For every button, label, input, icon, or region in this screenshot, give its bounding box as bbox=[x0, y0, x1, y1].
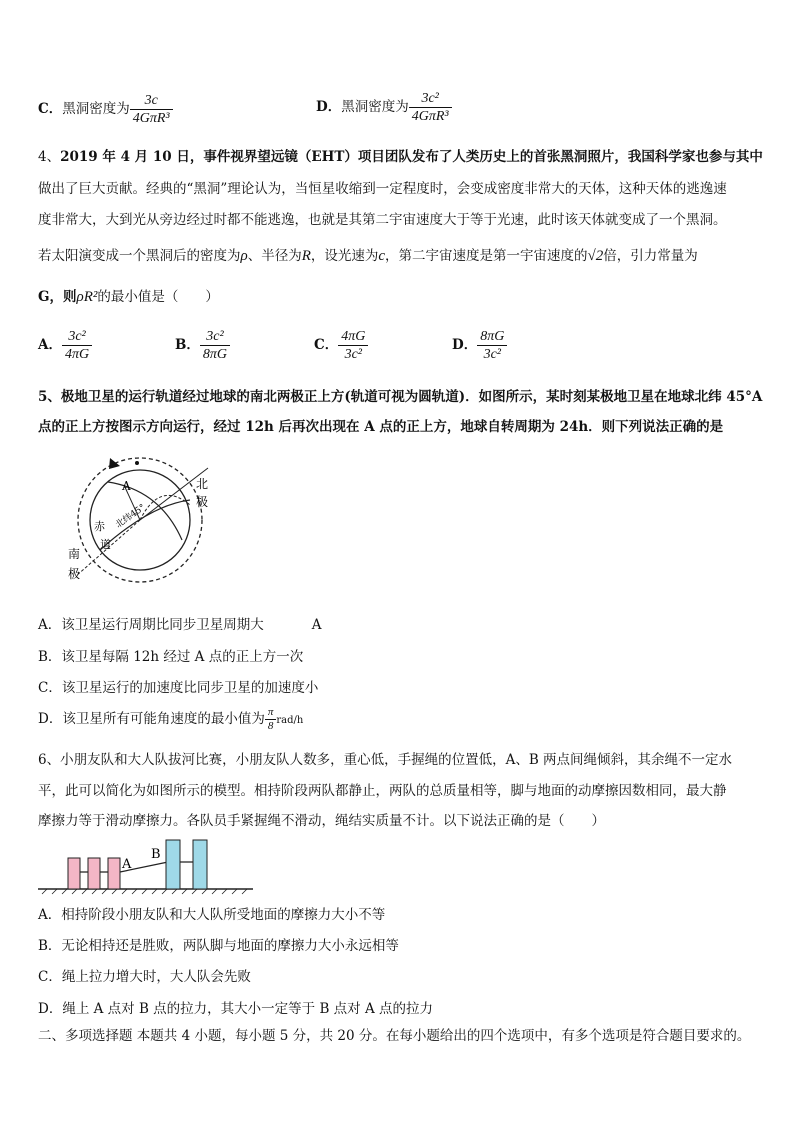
latitude-label: 北纬45° bbox=[113, 502, 148, 531]
option-label: B． bbox=[38, 649, 62, 665]
q4-option-a bbox=[38, 328, 92, 363]
numerator: 3c bbox=[130, 92, 173, 110]
q4-option-d bbox=[452, 328, 507, 363]
q4-option-c bbox=[314, 328, 368, 363]
sqrt-two: √2 bbox=[587, 248, 604, 264]
q4-line1 bbox=[38, 145, 763, 165]
option-label: D． bbox=[316, 99, 342, 115]
fraction bbox=[265, 706, 277, 733]
option-text: 该卫星运行的加速度比同步卫星的加速度小 bbox=[61, 680, 319, 696]
q5-line2: 点的正上方按图示方向运行，经过 12h 后再次出现在 A 点的正上方，地球自转周期为 24h．则下列说法正确的是 bbox=[38, 419, 724, 435]
symbol-r: R bbox=[301, 248, 311, 264]
q6-option-d bbox=[38, 997, 433, 1017]
child-member bbox=[88, 858, 100, 889]
q3-option-c bbox=[38, 92, 173, 127]
question-text: 2019 年 4 月 10 日，事件视界望远镜（EHT）项目团队发布了人类历史上的首张黑洞照片，我国科学家也参与其中 bbox=[60, 149, 763, 165]
satellite-dot bbox=[135, 461, 139, 465]
north-label-1: 北 bbox=[196, 477, 209, 491]
text: 若太阳演变成一个黑洞后的密度为 bbox=[38, 248, 241, 264]
fraction bbox=[477, 328, 507, 363]
unit: rad/h bbox=[276, 715, 304, 726]
stray-mark: A bbox=[311, 617, 322, 633]
question-number: 4、 bbox=[38, 149, 61, 165]
option-text: 黑洞密度为 bbox=[62, 101, 130, 117]
option-text: 相持阶段小朋友队和大人队所受地面的摩擦力大小不等 bbox=[61, 907, 386, 923]
symbol-rho: ρ bbox=[240, 248, 248, 264]
option-label: D． bbox=[38, 711, 63, 727]
south-label-2: 极 bbox=[68, 567, 81, 581]
option-text: 黑洞密度为 bbox=[341, 99, 409, 115]
fraction bbox=[130, 92, 173, 127]
option-label: D． bbox=[38, 1001, 63, 1017]
polar-satellite-figure bbox=[60, 450, 220, 590]
q5-option-d bbox=[38, 706, 303, 733]
numerator: 4πG bbox=[338, 328, 368, 346]
numerator: 3c² bbox=[62, 328, 92, 346]
numerator: π bbox=[265, 706, 277, 720]
child-member bbox=[108, 858, 120, 889]
numerator: 3c² bbox=[409, 90, 452, 108]
point-a-label: A bbox=[122, 479, 131, 493]
fraction bbox=[338, 328, 368, 363]
option-text: 该卫星每隔 12h 经过 A 点的正上方一次 bbox=[61, 649, 304, 665]
fraction bbox=[409, 90, 452, 125]
q4-option-b bbox=[175, 328, 230, 363]
symbol-rho-r2: ρR² bbox=[76, 289, 98, 305]
text: 的最小值是（ ） bbox=[97, 289, 219, 305]
q6-option-b bbox=[38, 934, 399, 954]
child-member bbox=[68, 858, 80, 889]
option-label: C． bbox=[38, 101, 63, 117]
text: 倍，引力常量为 bbox=[603, 248, 698, 264]
text: ，设光速为 bbox=[310, 248, 379, 264]
q5-option-b bbox=[38, 645, 303, 665]
q5-option-c bbox=[38, 676, 318, 696]
denominator: 4πG bbox=[64, 347, 90, 362]
q6-line1: 6、小朋友队和大人队拔河比赛，小朋友队人数多，重心低，手握绳的位置低，A、B 两点间绳倾斜，其余绳不一定水 bbox=[38, 752, 733, 768]
point-b-label: B bbox=[151, 847, 161, 862]
q4-line2: 做出了巨大贡献。经典的“黑洞”理论认为，当恒星收缩到一定程度时，会变成密度非常大的天体，这种天体的逃逸速 bbox=[38, 181, 727, 197]
denominator: 4GπR³ bbox=[411, 109, 449, 124]
denominator: 4GπR³ bbox=[132, 111, 170, 126]
option-label: C． bbox=[314, 337, 339, 353]
text: G，则 bbox=[38, 289, 77, 305]
fraction bbox=[200, 328, 230, 363]
equator-label-2: 道 bbox=[100, 538, 111, 551]
equator-label-1: 赤 bbox=[94, 520, 105, 533]
option-label: A． bbox=[38, 907, 62, 923]
q5-line1: 5、极地卫星的运行轨道经过地球的南北两极正上方(轨道可视为圆轨道)．如图所示，某时刻某极地卫星在地球北纬 45°A bbox=[38, 389, 763, 405]
numerator: 3c² bbox=[200, 328, 230, 346]
option-text: 该卫星运行周期比同步卫星周期大 bbox=[61, 617, 264, 633]
q6-line3: 摩擦力等于滑动摩擦力。各队员手紧握绳不滑动，绳结实质量不计。以下说法正确的是（ ） bbox=[38, 813, 605, 829]
option-label: B． bbox=[175, 337, 200, 353]
q4-line4 bbox=[38, 244, 698, 265]
option-text: 绳上 A 点对 B 点的拉力，其大小一定等于 B 点对 A 点的拉力 bbox=[62, 1001, 433, 1017]
q6-line2: 平，此可以简化为如图所示的模型。相持阶段两队都静止，两队的总质量相等，脚与地面的动摩擦因数相同，最大静 bbox=[38, 783, 727, 799]
north-label-2: 极 bbox=[196, 495, 209, 509]
option-label: B． bbox=[38, 938, 62, 954]
axis-line-north bbox=[140, 468, 208, 520]
option-label: A． bbox=[38, 617, 62, 633]
option-text: 无论相持还是胜败，两队脚与地面的摩擦力大小永远相等 bbox=[61, 938, 399, 954]
q4-line3: 度非常大，大到光从旁边经过时都不能逃逸，也就是其第二宇宙速度大于等于光速，此时该天体就变成了一个黑洞。 bbox=[38, 212, 727, 228]
option-label: D． bbox=[452, 337, 478, 353]
denominator: 3c² bbox=[483, 347, 501, 362]
denominator: 8 bbox=[267, 720, 274, 732]
q6-option-c bbox=[38, 965, 251, 985]
adult-member bbox=[193, 840, 207, 889]
q3-option-d bbox=[316, 90, 452, 125]
q4-line5 bbox=[38, 285, 219, 306]
direction-arrow-icon bbox=[109, 458, 120, 469]
numerator: 8πG bbox=[477, 328, 507, 346]
option-text: 该卫星所有可能角速度的最小值为 bbox=[62, 711, 265, 727]
fraction bbox=[62, 328, 92, 363]
q6-option-a bbox=[38, 903, 385, 923]
tug-of-war-figure bbox=[38, 836, 258, 896]
ground-hatching bbox=[42, 889, 247, 894]
denominator: 8πG bbox=[202, 347, 228, 362]
option-text: 绳上拉力增大时，大人队会先败 bbox=[61, 969, 251, 985]
option-label: A． bbox=[38, 337, 62, 353]
south-label-1: 南 bbox=[68, 547, 81, 561]
point-a-label: A bbox=[122, 857, 132, 872]
denominator: 3c² bbox=[344, 347, 363, 362]
adult-member bbox=[166, 840, 180, 889]
symbol-c: c bbox=[378, 248, 386, 264]
option-label: C． bbox=[38, 969, 62, 985]
text: ，第二宇宙速度是第一宇宙速度的 bbox=[385, 248, 588, 264]
text: 、半径为 bbox=[247, 248, 302, 264]
q5-option-a bbox=[38, 613, 322, 633]
orbit-plane-line bbox=[140, 495, 190, 520]
section-heading: 二、多项选择题 本题共 4 小题，每小题 5 分，共 20 分。在每小题给出的四个选项中，有多个选项是符合题目要求的。 bbox=[38, 1028, 751, 1044]
option-label: C． bbox=[38, 680, 62, 696]
